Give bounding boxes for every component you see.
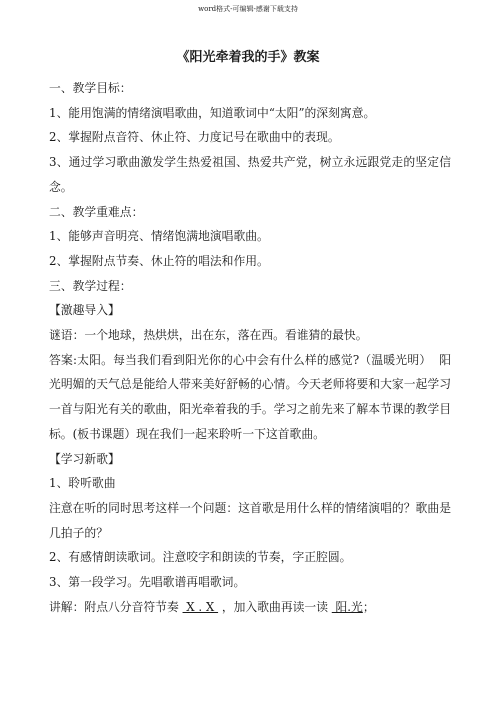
document-body	[49, 76, 451, 619]
heading-process: 三、教学过程：	[49, 278, 132, 293]
key-point-item: 2、掌握附点节奏、休止符的唱法和作用。	[49, 253, 269, 268]
step-item: 3、第一段学习。先唱歌谱再唱歌词。	[49, 575, 246, 590]
objective-item: 3、通过学习歌曲激发学生热爱祖国、热爱共产党，树立永远跟党走的坚定信念。	[49, 155, 451, 194]
riddle-paragraph: 谜语：一个地球，热烘烘，出在东，落在西。看谁猜的最快。	[49, 328, 368, 343]
lyric-word: 阳.光	[331, 599, 363, 614]
step-item: 1、聆听歌曲	[49, 476, 116, 491]
listening-question: 注意在听的同时思考这样一个问题：这首歌是用什么样的情绪演唱的？歌曲是几拍子的？	[49, 500, 451, 540]
key-point-item: 1、能够声音明亮、情绪饱满地演唱歌曲。	[49, 229, 269, 244]
document-title: 《阳光牵着我的手》教案	[176, 50, 320, 65]
step-item: 2、有感情朗读歌词。注意咬字和朗读的节奏，字正腔圆。	[49, 550, 352, 565]
explanation-middle: ，加入歌曲再读一读	[218, 599, 332, 614]
section-intro: 【激趣导入】	[49, 303, 120, 318]
answer-paragraph: 答案:太阳。每当我们看到阳光你的心中会有什么样的感觉?（温暖光明） 阳光明媚的天气总是能给人带来美好舒畅的心情。今天老师将要和大家一起学习一首与阳光有关的歌曲，阳光牵着我的手。学习之前先来了解本节课的教学目标。(板书课题）现在我们一起来聆听一下这首歌曲。	[49, 352, 451, 441]
rhythm-notation: X . X	[182, 599, 219, 614]
explanation-prefix: 讲解：附点八分音符节奏	[49, 599, 183, 614]
heading-key-points: 二、教学重难点：	[49, 204, 144, 219]
heading-objectives: 一、教学目标：	[49, 81, 132, 95]
section-new-song: 【学习新歌】	[49, 451, 120, 466]
objective-item: 2、掌握附点音符、休止符、力度记号在歌曲中的表现。	[49, 130, 340, 145]
page-header: word格式-可编辑-感谢下载支持	[198, 5, 298, 13]
explanation-suffix: ；	[362, 599, 375, 614]
objective-item: 1、能用饱满的情绪演唱歌曲，知道歌词中“太阳”的深刻寓意。	[49, 105, 376, 120]
explanation-line	[49, 595, 451, 620]
